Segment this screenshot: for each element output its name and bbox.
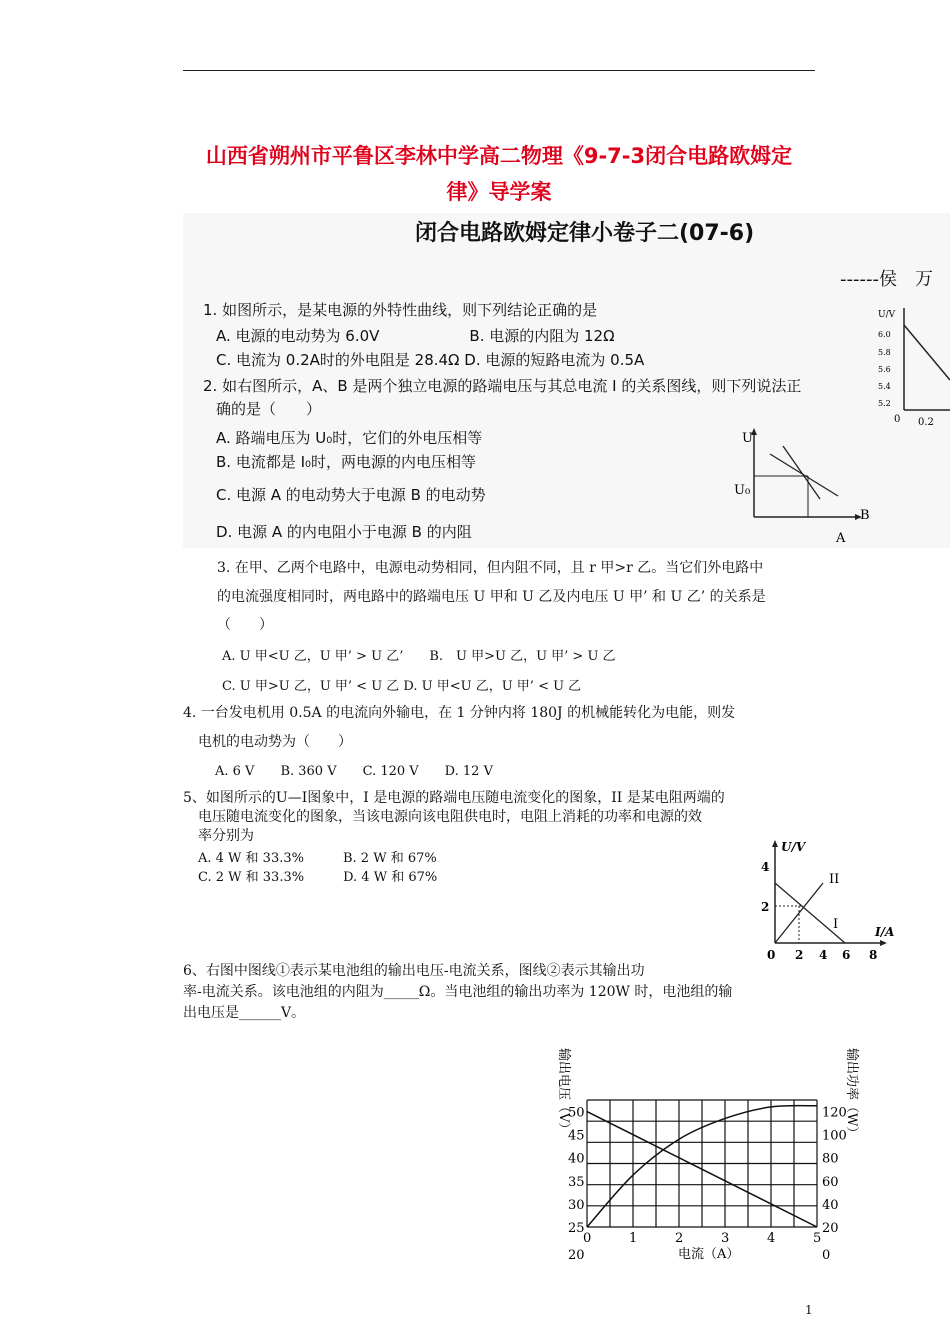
q5-graph-ytick: 2 (761, 900, 770, 914)
chart-y-axis-label: 输出电压（V） (556, 1048, 571, 1136)
q2-graph-u: U (742, 431, 753, 446)
q1-xtick: 0.2 (918, 417, 934, 428)
y2-tick-label: 100 (822, 1128, 847, 1144)
chart-x-axis-label: 电流（A） (678, 1247, 740, 1262)
worksheet-title: 闭合电路欧姆定律小卷子二(07-6) (415, 221, 755, 246)
chart-grid (587, 1100, 817, 1227)
q1-options-cd: C. 电流为 0.2A时的外电阻是 28.4Ω D. 电源的短路电流为 0.5A (216, 351, 645, 369)
q2-graph (728, 424, 878, 548)
q1-ytick: 5.8 (878, 348, 891, 357)
y-tick-label: 20 (568, 1248, 585, 1263)
q5-graph-ytick: 4 (761, 860, 770, 874)
q4-line-1: 4. 一台发电机用 0.5A 的电流向外输电，在 1 分钟内将 180J 的机械能转化为电能，则发 (183, 705, 736, 721)
q1-ytick: 6.0 (878, 330, 891, 339)
q4-options: A. 6 V B. 360 V C. 120 V D. 12 V (215, 764, 493, 779)
q2-graph-b: B (860, 508, 870, 523)
q5-graph-xlabel: I/A (875, 925, 895, 939)
q1-xtick: 0 (894, 414, 901, 425)
q1-ytick: 5.6 (878, 365, 891, 374)
y-tick-label: 45 (568, 1128, 585, 1144)
q1-graph (874, 300, 950, 430)
q2-option-c: C. 电源 A 的电动势大于电源 B 的电动势 (216, 486, 486, 504)
q5-graph-xtick: 4 (819, 948, 828, 962)
y2-tick-label: 120 (822, 1105, 847, 1121)
q4-line-2: 电机的电动势为（ ） (198, 734, 352, 750)
q1-ytick: 5.2 (878, 399, 891, 408)
q1-options-ab: A. 电源的电动势为 6.0V B. 电源的内阻为 12Ω (216, 327, 615, 345)
q5-options-ab: A. 4 W 和 33.3% B. 2 W 和 67% (198, 851, 437, 866)
q1-graph-ylabel: U/V (878, 310, 896, 320)
y-tick-label: 25 (568, 1221, 585, 1236)
title-line-2: 律》导学案 (446, 180, 552, 204)
page-number: 1 (805, 1303, 813, 1317)
q5-line-2-label: II (829, 872, 840, 887)
x-tick-label: 0 (583, 1231, 592, 1246)
x-tick-label: 3 (721, 1231, 730, 1246)
q5-options-cd: C. 2 W 和 33.3% D. 4 W 和 67% (198, 870, 438, 885)
q3-line-3: （ ） (217, 617, 273, 633)
q5-graph-ylabel: U/V (781, 840, 806, 854)
x-tick-label: 5 (813, 1231, 822, 1246)
q2-graph-u0: U₀ (734, 483, 751, 498)
y-tick-label: 50 (568, 1105, 585, 1121)
q5-line-1: 5、如图所示的U—I图象中，I 是电源的路端电压随电流变化的图象，II 是某电阻两端的 (183, 790, 725, 806)
x-tick-label: 2 (675, 1231, 684, 1246)
y2-tick-label: 0 (822, 1248, 831, 1263)
chart-y2-axis-label: 输出功率（W） (844, 1048, 859, 1140)
q5-line-1-label: I (833, 917, 839, 932)
x-tick-label: 1 (629, 1231, 638, 1246)
q2-stem-1: 2. 如右图所示，A、B 是两个独立电源的路端电压与其总电流 I 的关系图线，则下列说法正 (203, 377, 802, 395)
q5-graph-xtick: 2 (795, 948, 804, 962)
q1-stem: 1. 如图所示，是某电源的外特性曲线，则下列结论正确的是 (203, 301, 598, 319)
q6-line-3: 出电压是______V。 (183, 1005, 306, 1021)
x-tick-label: 4 (767, 1231, 776, 1246)
q3-options-ab: A. U 甲<U 乙，U 甲’ > U 乙’ B. U 甲>U 乙，U 甲’ > U 乙 (222, 649, 616, 664)
q2-stem-2: 确的是（ ） (216, 400, 322, 418)
q1-ytick: 5.4 (878, 382, 891, 391)
y2-tick-label: 80 (822, 1151, 839, 1167)
y-tick-label: 35 (568, 1174, 585, 1190)
y-tick-label: 30 (568, 1197, 585, 1213)
q3-options-cd: C. U 甲>U 乙，U 甲’ < U 乙 D. U 甲<U 乙，U 甲’ < U 乙 (222, 679, 582, 694)
title-line-1: 山西省朔州市平鲁区李林中学高二物理《9-7-3闭合电路欧姆定 (205, 144, 793, 168)
y2-tick-label: 20 (822, 1221, 839, 1236)
header-rule (183, 70, 815, 71)
document-title (183, 138, 815, 210)
q6-line-2: 率-电流关系。该电池组的内阻为_____Ω。当电池组的输出功率为 120W 时，电池组的输 (183, 984, 733, 1000)
q5-graph-xtick: 6 (842, 948, 851, 962)
q6-line-1: 6、右图中图线①表示某电池组的输出电压-电流关系，图线②表示其输出功 (183, 963, 645, 979)
q2-graph-a: A (836, 531, 846, 546)
q6-chart (540, 1040, 880, 1270)
q2-option-d: D. 电源 A 的内电阻小于电源 B 的内阻 (216, 523, 472, 541)
q5-graph (755, 835, 905, 963)
q5-graph-xtick: 8 (869, 948, 878, 962)
q3-line-2: 的电流强度相同时，两电路中的路端电压 U 甲和 U 乙及内电压 U 甲’ 和 U 乙’ 的关系是 (217, 589, 766, 605)
worksheet-author: ------侯 万 (840, 269, 933, 290)
q5-line-2: 电压随电流变化的图象，当该电源向该电阻供电时，电阻上消耗的功率和电源的效 (198, 809, 702, 825)
y-tick-label: 40 (568, 1151, 585, 1167)
y2-tick-label: 60 (822, 1174, 839, 1190)
q5-line-3: 率分别为 (198, 828, 254, 844)
q2-option-a: A. 路端电压为 U₀时，它们的外电压相等 (216, 429, 483, 447)
q3-line-1: 3. 在甲、乙两个电路中，电源电动势相同，但内阻不同，且 r 甲>r 乙。当它们外电路中 (217, 560, 764, 576)
y2-tick-label: 40 (822, 1197, 839, 1213)
q2-option-b: B. 电流都是 I₀时，两电源的内电压相等 (216, 453, 477, 471)
q5-graph-xtick: 0 (767, 948, 776, 962)
